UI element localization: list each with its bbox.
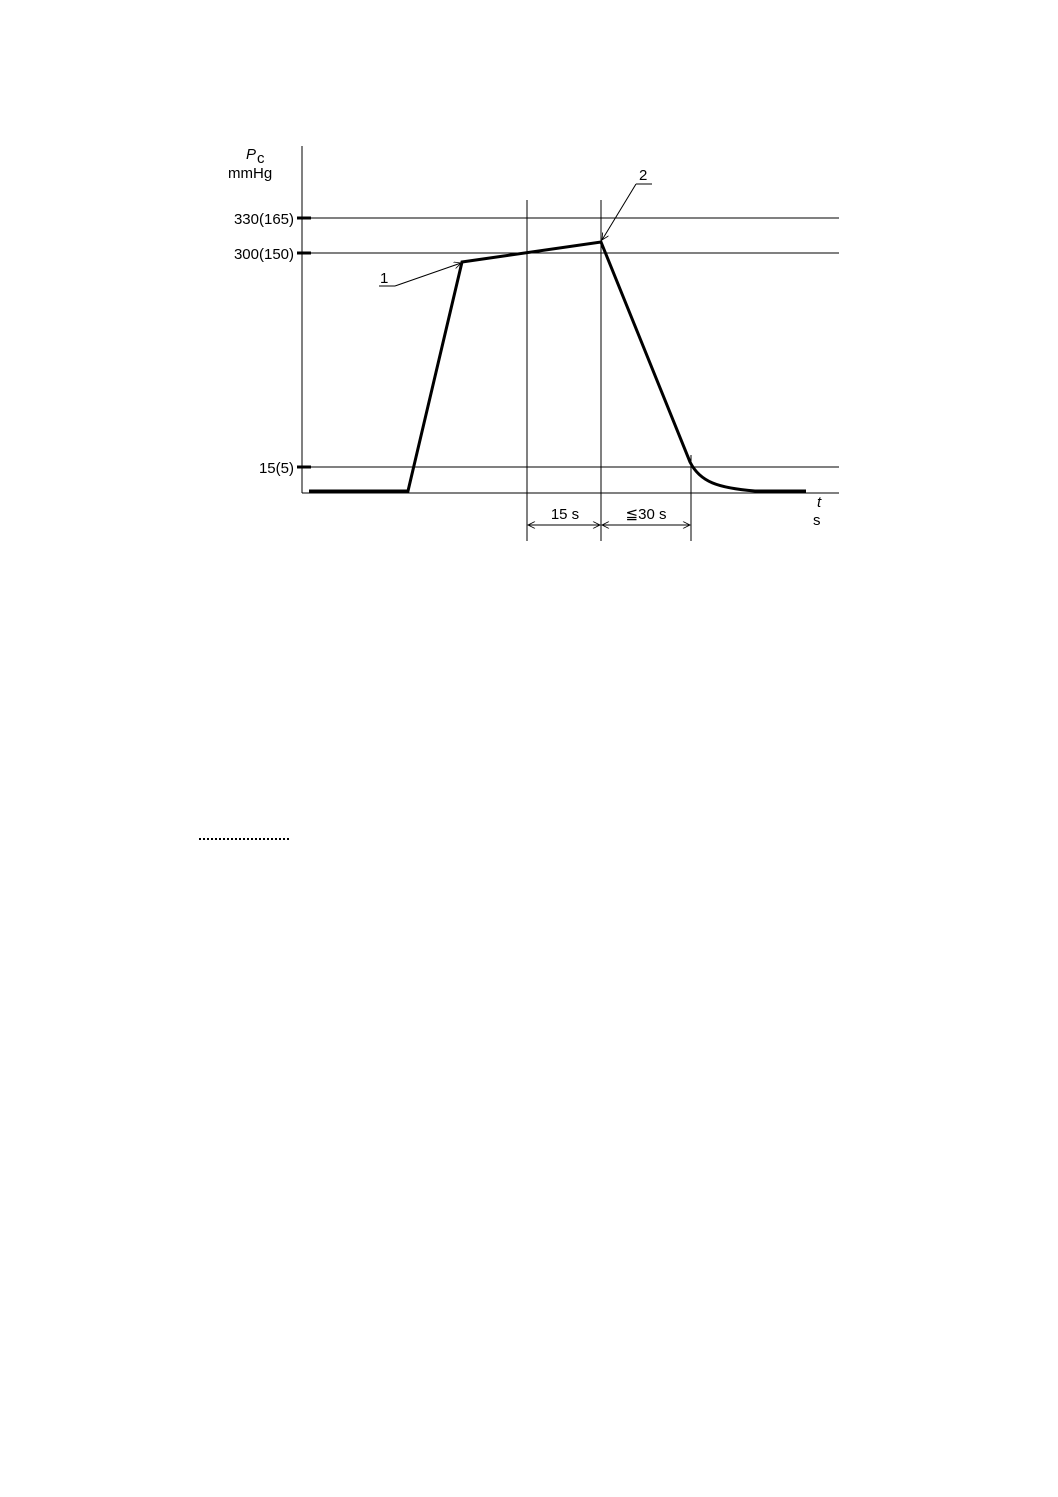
y-level-label-330: 330(165) <box>233 211 294 228</box>
callout-1-arrow <box>395 263 461 286</box>
y-level-label-300: 300(150) <box>233 246 294 263</box>
callout-1-label: 1 <box>380 270 389 287</box>
callout-2-arrow <box>602 184 636 240</box>
interval-30s-label: ≦30 s <box>625 506 667 523</box>
x-unit-label: s <box>813 512 821 529</box>
y-quantity-subscript: c <box>257 150 265 167</box>
y-level-label-15: 15(5) <box>258 460 294 477</box>
interval-15s-label: 15 s <box>550 506 580 523</box>
footnote-separator <box>199 838 289 840</box>
y-unit-label: mmHg <box>228 165 273 182</box>
y-quantity-label: P <box>246 146 257 163</box>
callout-2-label: 2 <box>639 167 648 184</box>
x-quantity-label: t <box>817 494 822 511</box>
